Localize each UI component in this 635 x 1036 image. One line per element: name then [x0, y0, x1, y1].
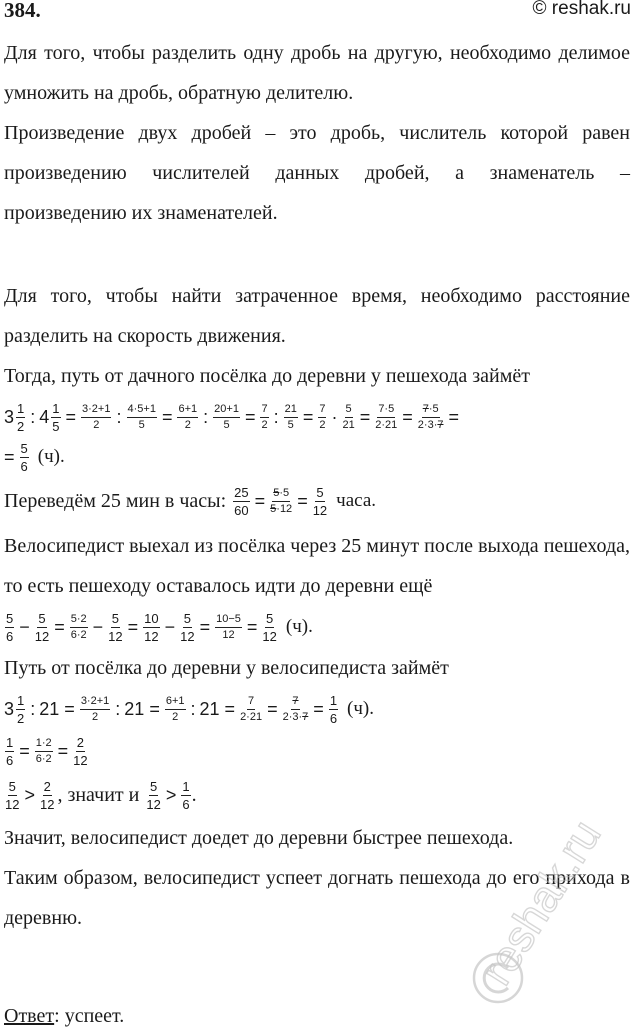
- operator: :: [203, 406, 209, 427]
- operator: =: [199, 616, 211, 637]
- operator: =: [297, 490, 308, 511]
- paragraph-cyclist-departure: Велосипедист выехал из посёлка через 25 минут после выхода пешехода, то есть пешеходу оставалось идти до деревни ещё: [4, 535, 630, 597]
- fraction: $\frac{6+1}{2}$: [165, 694, 185, 723]
- operator: −: [92, 616, 104, 637]
- mixed-whole: 3: [4, 698, 15, 719]
- equation-cyclist-time: [4, 688, 630, 730]
- operator: =: [57, 740, 69, 761]
- equation-common-denominator: [4, 730, 630, 772]
- speed-value: 21: [199, 698, 220, 719]
- text-therefore: , значит и: [57, 783, 140, 806]
- fraction: 5 12: [146, 778, 161, 812]
- operator: =: [224, 698, 236, 719]
- equation-pedestrian-result: [4, 438, 630, 476]
- operator: =: [267, 698, 278, 719]
- fraction: $\frac{1}{6}$: [6, 734, 14, 768]
- problem-number: 384.: [4, 0, 41, 22]
- paragraph-division-rule: Для того, чтобы разделить одну дробь на другую, необходимо делимое умножить на дробь, обратную делителю.: [4, 42, 630, 104]
- fraction: $\frac{5\cdot 2}{6\cdot 2}$: [70, 612, 87, 641]
- operator: :: [273, 406, 279, 427]
- fraction: $\frac{5}{12}$: [262, 610, 277, 644]
- unit-hours: (ч).: [37, 446, 65, 467]
- operator: :: [30, 406, 36, 427]
- fraction: 2 12: [39, 778, 55, 812]
- unit-hours: (ч).: [347, 698, 375, 719]
- operator: =: [65, 406, 77, 427]
- fraction: $\frac{3\cdot 2+1}{2}$: [82, 402, 111, 431]
- period: .: [191, 783, 197, 806]
- fraction: $\frac{5}{12}$: [312, 484, 328, 518]
- header: [2, 0, 631, 26]
- fraction: $\frac{1\cdot 2}{6\cdot 2}$: [35, 736, 52, 765]
- operator: =: [244, 406, 256, 427]
- fraction: $\frac{5}{12}$: [108, 610, 123, 644]
- fraction: 5 6: [6, 610, 14, 644]
- fraction: $\frac{1}{6}$: [329, 692, 338, 726]
- fraction: $\frac{5}{21}$: [342, 402, 355, 431]
- fraction: $\frac{2}{12}$: [73, 734, 88, 768]
- equation-comparison: [4, 772, 630, 818]
- operator: :: [30, 698, 36, 719]
- fraction: $\frac{7}{2\cdot 21}$: [240, 694, 263, 723]
- equation-remaining-time: [4, 606, 630, 648]
- mixed-whole: 4: [39, 406, 50, 427]
- operator: =: [254, 490, 266, 511]
- fraction: $\frac{7}{2}$: [261, 402, 268, 431]
- speed-value: 21: [124, 698, 145, 719]
- fraction: $\frac{7\cdot 5}{2\cdot 21}$: [375, 402, 398, 431]
- operator: =: [302, 406, 314, 427]
- site-credit: © reshak.ru: [532, 0, 631, 19]
- fraction: $\frac{10}{12}$: [144, 610, 159, 644]
- paragraph-convert-minutes: Переведём 25 мин в часы:: [4, 489, 227, 512]
- paragraph-cyclist-time: Путь от посёлка до деревни у велосипедиста займёт: [4, 657, 449, 679]
- operator: −: [164, 616, 176, 637]
- operator: =: [246, 616, 258, 637]
- fraction: 1 2: [17, 400, 25, 434]
- watermark-text: reshak.ru: [471, 811, 611, 994]
- speed-value: 21: [39, 698, 60, 719]
- fraction: $\frac{1}{5}$: [52, 400, 60, 434]
- answer-text: : успеет.: [54, 1005, 125, 1027]
- operator: =: [19, 740, 30, 761]
- paragraph-time-rule: Для того, чтобы найти затраченное время, необходимо расстояние разделить на скорость движения.: [4, 285, 630, 347]
- fraction: $\frac{5}{12}$: [180, 610, 195, 644]
- operator: =: [161, 406, 173, 427]
- fraction: 5 12: [5, 778, 20, 812]
- unit-hours-word: часа.: [336, 490, 377, 511]
- answer-label: Ответ: [4, 1005, 55, 1027]
- equation-minutes-to-hours: [4, 476, 630, 526]
- equation-pedestrian-time: [4, 396, 630, 438]
- operator: :: [116, 406, 122, 427]
- operator: =: [127, 616, 139, 637]
- fraction: $\frac{3\cdot 2+1}{2}$: [80, 694, 110, 723]
- unit-hours: (ч).: [285, 616, 313, 637]
- fraction-cancelled: $\frac{7\cdot 5}{2\cdot 3\cdot 7}$: [417, 402, 444, 431]
- operator: =: [4, 446, 15, 467]
- fraction-cancelled: $\frac{5\cdot 5}{5\cdot 12}$: [270, 486, 293, 515]
- mixed-whole: 3: [4, 406, 15, 427]
- operator: >: [24, 784, 35, 805]
- fraction: $\frac{5}{12}$: [34, 610, 50, 644]
- operator: =: [448, 406, 459, 427]
- fraction: $\frac{20+1}{5}$: [214, 402, 239, 431]
- operator: =: [359, 406, 371, 427]
- fraction: $\frac{6+1}{2}$: [178, 402, 198, 431]
- operator: =: [149, 698, 160, 719]
- operator: =: [64, 698, 75, 719]
- fraction: $\frac{7}{2}$: [319, 402, 326, 431]
- operator: :: [115, 698, 121, 719]
- operator: =: [402, 406, 413, 427]
- operator: :: [190, 698, 196, 719]
- paragraph-conclusion: Значит, велосипедист доедет до деревни быстрее пешехода.: [4, 827, 514, 849]
- paragraph-product-rule: Произведение двух дробей – это дробь, числитель которой равен произведению числителей данных дробей, а знаменатель – произведению их знаменателей.: [4, 122, 630, 224]
- fraction: $\frac{25}{60}$: [234, 484, 249, 518]
- fraction: 1 6: [182, 778, 190, 812]
- operator: ·: [331, 406, 338, 427]
- answer: [4, 996, 630, 1036]
- fraction: $\frac{5}{6}$: [20, 440, 28, 474]
- fraction: $\frac{10-5}{12}$: [216, 612, 241, 641]
- paragraph-final: Таким образом, велосипедист успеет догнать пешехода до его прихода в деревню.: [4, 867, 630, 929]
- operator: =: [54, 616, 65, 637]
- operator: =: [313, 698, 324, 719]
- operator: −: [19, 616, 30, 637]
- fraction-cancelled: $\frac{7}{2\cdot 3\cdot 7}$: [282, 694, 309, 723]
- fraction: $\frac{4\cdot 5+1}{5}$: [127, 402, 156, 431]
- paragraph-pedestrian: Тогда, путь от дачного посёлка до деревни у пешехода займёт: [4, 365, 530, 387]
- operator: >: [165, 784, 177, 805]
- fraction: 1 2: [17, 692, 25, 726]
- fraction: $\frac{21}{5}$: [284, 402, 297, 431]
- solution-content: [4, 33, 630, 1036]
